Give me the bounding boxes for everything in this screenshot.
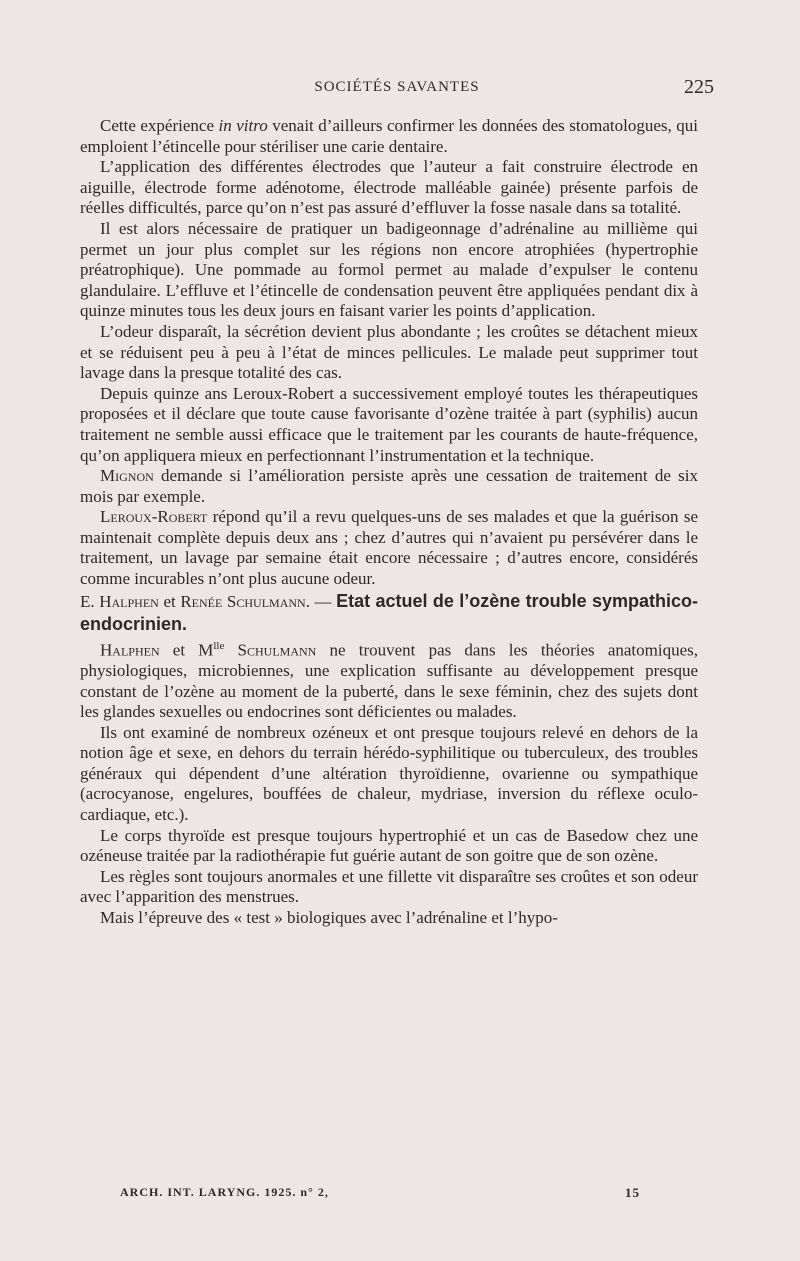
footer <box>120 1185 640 1203</box>
author-initial: E. <box>80 591 100 611</box>
text-run: et <box>158 591 181 611</box>
paragraph <box>80 507 698 589</box>
page-number: 225 <box>684 76 714 98</box>
superscript: lle <box>213 639 225 652</box>
italic-phrase: in vitro <box>218 116 268 135</box>
speaker-name: Leroux-Robert <box>100 507 208 527</box>
signature-mark: 15 <box>625 1185 640 1200</box>
paragraph: Il est alors nécessaire de pratiquer un badigeonnage d’adrénaline au millième qui permet un jour plus complet sur les régions non encore atrophiées (hypertrophie préatrophique). Une pommade au formol permet au malade d’expulser le contenu glandulaire. L’effluve et l’étincelle de condensation peuvent être appliquées pendant dix à quinze minutes tous les deux jours en faisant varier les points d’application. <box>80 218 698 321</box>
paragraph: L’application des différentes électrodes que l’auteur a fait construire électrode en aiguille, électrode forme adénotome, électrode malléable gainée) présente parfois de réelles difficultés, parce qu’on n’est pas assuré d’effluver la fosse nasale dans sa totalité. <box>80 157 698 218</box>
paragraph: Ils ont examiné de nombreux ozéneux et ont presque toujours relevé en dehors de la notion âge et sexe, en dehors du terrain hérédo-syphilitique ou tuberculeux, des troubles généraux qui dépendent d’une altération thyroïdienne, ovarienne ou sympathique (acrocyanose, engelures, bouffées de chaleur, mydriase, inversion du réflexe oculo-cardiaque, etc.). <box>80 722 698 825</box>
section-heading <box>80 590 698 636</box>
journal-citation: ARCH. INT. LARYNG. 1925. n° 2, <box>120 1185 329 1199</box>
paragraph: Les règles sont toujours anormales et une fillette vit disparaître ses croûtes et son odeur avec l’apparition des menstrues. <box>80 866 698 907</box>
author-name: Schulmann <box>224 640 317 660</box>
running-head <box>80 76 714 100</box>
text-run: et M <box>159 640 214 660</box>
text-run: venait d’ailleurs confirmer les données des stomatologues, qui emploient l’étincelle pour stériliser une carie dentaire. <box>80 116 698 156</box>
author-name: Halphen <box>100 640 160 660</box>
paragraph <box>80 636 698 723</box>
paragraph <box>80 116 698 157</box>
section-title: Etat actuel de l’ozène trouble sympathico-endocrinien. <box>80 590 698 634</box>
text-run: demande si l’amélioration persiste après une cessation de traitement de six mois par exemple. <box>80 466 698 506</box>
author-name: Renée Schulmann <box>180 591 306 611</box>
text-run: Cette expérience <box>100 116 219 135</box>
running-title: SOCIÉTÉS SAVANTES <box>314 79 480 95</box>
paragraph <box>80 466 698 507</box>
paragraph: Le corps thyroïde est presque toujours hypertrophié et un cas de Basedow chez une ozéneuse traitée par la radiothérapie fut guérie autant de son goitre que de son ozène. <box>80 825 698 866</box>
paragraph: Depuis quinze ans Leroux-Robert a successivement employé toutes les thérapeutiques proposées et il déclare que toute cause favorisante d’ozène traitée à part (syphilis) aucun traitement ne semble aussi efficace que le traitement par les courants de haute-fréquence, qu’on appliquera mieux en perfectionnant l’instrumentation et la technique. <box>80 383 698 465</box>
body-text <box>80 116 698 929</box>
paragraph: Mais l’épreuve des « test » biologiques avec l’adrénaline et l’hypo- <box>100 908 558 928</box>
text-run: répond qu’il a revu quelques-uns de ses malades et que la guérison se maintenait complète depuis deux ans ; chez d’autres qui n’avaient pu persévérer dans le traitement, un lavage par semaine était encore nécessaire ; d’autres encore, considérés comme incurables n’ont plus aucune odeur. <box>80 507 698 589</box>
text-run: . — <box>305 591 337 611</box>
paragraph: L’odeur disparaît, la sécrétion devient plus abondante ; les croûtes se détachent mieux et se réduisent peu à peu à l’état de minces pellicules. Le malade peut supprimer tout lavage dans la presque totalité des cas. <box>80 321 698 383</box>
author-name: Halphen <box>99 591 159 611</box>
text-run: ne trouvent pas dans les théories anatomiques, physiologiques, microbiennes, une explication suffisante au développement presque constant de l’ozène au moment de la puberté, dans le sexe féminin, chez des sujets dont les glandes sexuelles ou endocrines sont déficientes ou malades. <box>80 640 699 722</box>
speaker-name: Mignon <box>100 466 154 486</box>
